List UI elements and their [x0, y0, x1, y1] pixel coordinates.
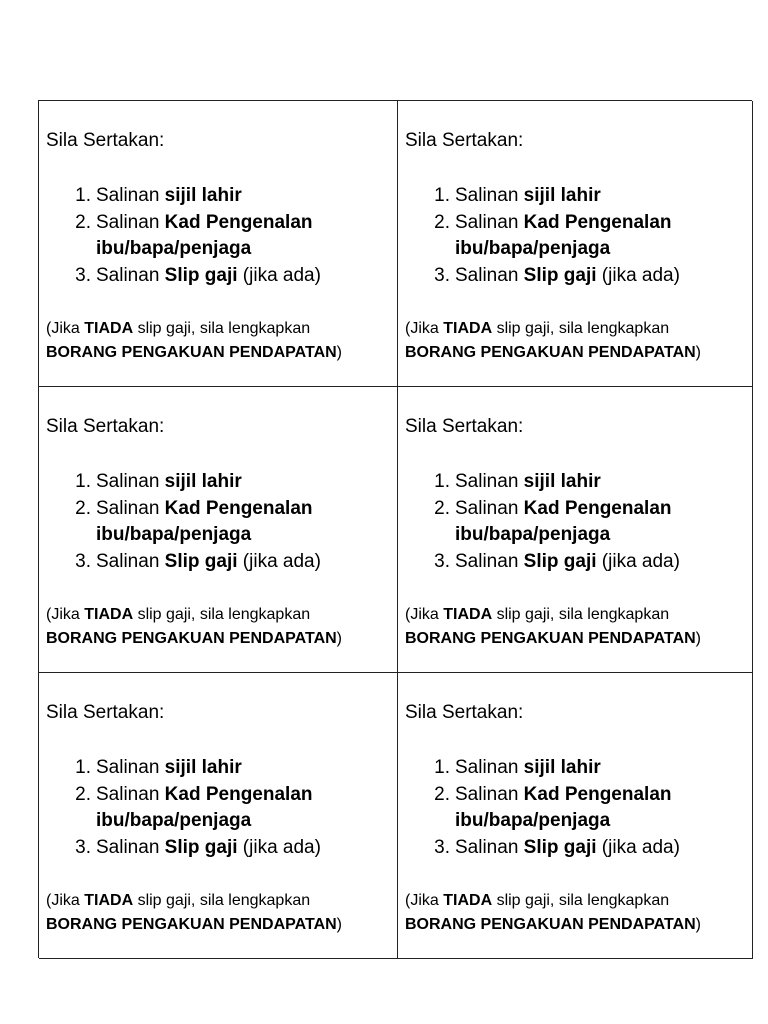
note-mid: slip gaji, sila lengkapkan: [492, 892, 670, 909]
requirements-list: [46, 469, 397, 575]
card-note: [405, 889, 752, 937]
card-heading: Sila Sertakan:: [46, 130, 165, 151]
note-bold-tiada: TIADA: [443, 892, 493, 909]
item-bold: Kad Pengenalan: [164, 497, 313, 519]
card: [39, 101, 398, 387]
card-heading: Sila Sertakan:: [46, 702, 165, 723]
card-heading: Sila Sertakan:: [405, 416, 524, 437]
card-heading: Sila Sertakan:: [405, 702, 524, 723]
list-item: [405, 782, 752, 835]
item-prefix: Salinan: [96, 497, 165, 519]
requirements-list: [405, 469, 752, 575]
item-number: 2.: [434, 211, 450, 233]
item-number: 3.: [75, 550, 91, 572]
item-bold: Slip gaji: [523, 264, 597, 286]
item-suffix: (jika ada): [237, 836, 321, 858]
item-number: 3.: [75, 264, 91, 286]
note-bold-form: BORANG PENGAKUAN PENDAPATAN: [46, 344, 337, 361]
note-mid: slip gaji, sila lengkapkan: [492, 606, 670, 623]
note-open: (Jika: [46, 606, 85, 623]
item-bold: Kad Pengenalan: [523, 211, 672, 233]
item-bold: Slip gaji: [523, 550, 597, 572]
item-prefix: Salinan: [455, 783, 524, 805]
list-item: [46, 263, 397, 290]
item-number: 3.: [75, 836, 91, 858]
note-bold-form: BORANG PENGAKUAN PENDAPATAN: [405, 344, 696, 361]
item-number: 2.: [434, 497, 450, 519]
item-prefix: Salinan: [455, 211, 524, 233]
item-number: 1.: [75, 185, 91, 206]
item-bold-line2: ibu/bapa/penjaga: [96, 810, 252, 831]
list-item: [46, 755, 397, 782]
card-grid: [38, 100, 752, 958]
item-prefix: Salinan: [455, 264, 524, 286]
card-note: [46, 317, 397, 365]
note-open: (Jika: [405, 606, 444, 623]
item-suffix: (jika ada): [596, 836, 680, 858]
item-number: 2.: [434, 783, 450, 805]
requirements-list: [405, 755, 752, 861]
item-prefix: Salinan: [96, 783, 165, 805]
item-number: 3.: [434, 550, 450, 572]
note-bold-tiada: TIADA: [84, 606, 134, 623]
list-item: [46, 835, 397, 862]
card-note: [405, 603, 752, 651]
item-suffix: (jika ada): [596, 264, 680, 286]
note-bold-tiada: TIADA: [84, 892, 134, 909]
requirements-list: [46, 755, 397, 861]
note-close: ): [336, 630, 342, 647]
list-item: [405, 469, 752, 496]
note-close: ): [695, 630, 701, 647]
list-item: [405, 210, 752, 263]
note-open: (Jika: [46, 892, 85, 909]
item-bold: Slip gaji: [164, 836, 238, 858]
note-bold-form: BORANG PENGAKUAN PENDAPATAN: [46, 630, 337, 647]
item-bold-line2: ibu/bapa/penjaga: [455, 238, 611, 259]
list-item: [46, 183, 397, 210]
note-bold-form: BORANG PENGAKUAN PENDAPATAN: [405, 916, 696, 933]
note-bold-form: BORANG PENGAKUAN PENDAPATAN: [46, 916, 337, 933]
card-heading: Sila Sertakan:: [46, 416, 165, 437]
item-bold: Kad Pengenalan: [523, 497, 672, 519]
item-number: 1.: [75, 757, 91, 778]
item-bold: sijil lahir: [164, 471, 242, 492]
card-note: [46, 603, 397, 651]
item-number: 1.: [434, 471, 450, 492]
item-bold: Kad Pengenalan: [164, 783, 313, 805]
note-mid: slip gaji, sila lengkapkan: [492, 320, 670, 337]
note-bold-tiada: TIADA: [443, 606, 493, 623]
list-item: [405, 755, 752, 782]
item-bold: Kad Pengenalan: [523, 783, 672, 805]
list-item: [405, 835, 752, 862]
item-bold: Slip gaji: [523, 836, 597, 858]
list-item: [405, 549, 752, 576]
item-prefix: Salinan: [455, 497, 524, 519]
requirements-list: [405, 183, 752, 289]
item-bold: sijil lahir: [164, 185, 242, 206]
requirements-list: [46, 183, 397, 289]
item-prefix: Salinan: [96, 836, 165, 858]
list-item: [46, 549, 397, 576]
list-item: [405, 496, 752, 549]
note-mid: slip gaji, sila lengkapkan: [133, 320, 311, 337]
list-item: [46, 782, 397, 835]
note-close: ): [695, 916, 701, 933]
item-prefix: Salinan: [96, 185, 165, 206]
item-number: 2.: [75, 211, 91, 233]
item-prefix: Salinan: [96, 211, 165, 233]
item-bold-line2: ibu/bapa/penjaga: [96, 524, 252, 545]
note-open: (Jika: [405, 892, 444, 909]
note-close: ): [336, 916, 342, 933]
list-item: [46, 210, 397, 263]
note-open: (Jika: [405, 320, 444, 337]
item-bold-line2: ibu/bapa/penjaga: [455, 810, 611, 831]
card: [398, 101, 753, 387]
note-mid: slip gaji, sila lengkapkan: [133, 606, 311, 623]
card-note: [405, 317, 752, 365]
item-bold-line2: ibu/bapa/penjaga: [455, 524, 611, 545]
note-mid: slip gaji, sila lengkapkan: [133, 892, 311, 909]
item-bold: sijil lahir: [523, 185, 601, 206]
item-number: 2.: [75, 783, 91, 805]
card: [39, 673, 398, 959]
item-suffix: (jika ada): [237, 550, 321, 572]
item-bold-line2: ibu/bapa/penjaga: [96, 238, 252, 259]
item-number: 2.: [75, 497, 91, 519]
note-bold-tiada: TIADA: [84, 320, 134, 337]
item-prefix: Salinan: [455, 757, 524, 778]
note-open: (Jika: [46, 320, 85, 337]
item-number: 1.: [434, 757, 450, 778]
item-bold: Kad Pengenalan: [164, 211, 313, 233]
item-prefix: Salinan: [455, 550, 524, 572]
list-item: [405, 183, 752, 210]
item-prefix: Salinan: [455, 471, 524, 492]
item-number: 1.: [75, 471, 91, 492]
list-item: [405, 263, 752, 290]
card: [39, 387, 398, 673]
item-number: 3.: [434, 836, 450, 858]
item-bold: sijil lahir: [523, 757, 601, 778]
note-close: ): [695, 344, 701, 361]
card-note: [46, 889, 397, 937]
item-number: 1.: [434, 185, 450, 206]
card: [398, 387, 753, 673]
item-bold: sijil lahir: [523, 471, 601, 492]
item-bold: sijil lahir: [164, 757, 242, 778]
card-heading: Sila Sertakan:: [405, 130, 524, 151]
item-suffix: (jika ada): [237, 264, 321, 286]
card: [398, 673, 753, 959]
list-item: [46, 496, 397, 549]
item-prefix: Salinan: [455, 836, 524, 858]
item-bold: Slip gaji: [164, 264, 238, 286]
item-number: 3.: [434, 264, 450, 286]
list-item: [46, 469, 397, 496]
item-prefix: Salinan: [96, 757, 165, 778]
note-bold-tiada: TIADA: [443, 320, 493, 337]
note-close: ): [336, 344, 342, 361]
item-prefix: Salinan: [96, 471, 165, 492]
item-prefix: Salinan: [96, 264, 165, 286]
item-suffix: (jika ada): [596, 550, 680, 572]
item-prefix: Salinan: [96, 550, 165, 572]
item-prefix: Salinan: [455, 185, 524, 206]
item-bold: Slip gaji: [164, 550, 238, 572]
note-bold-form: BORANG PENGAKUAN PENDAPATAN: [405, 630, 696, 647]
